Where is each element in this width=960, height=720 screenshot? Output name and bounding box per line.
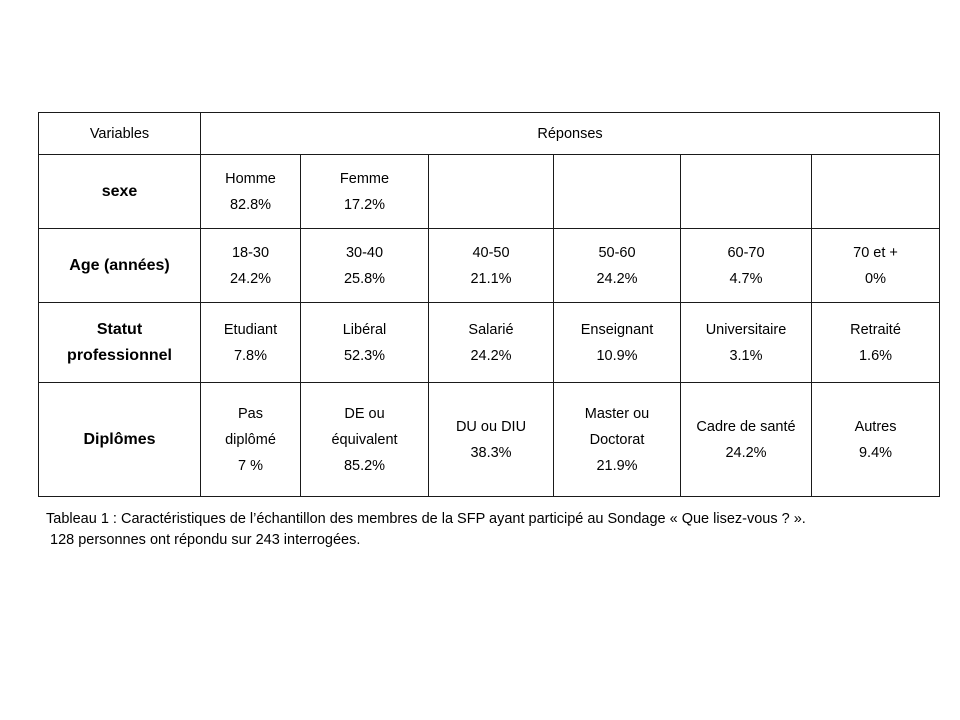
survey-sample-table [38, 112, 940, 497]
table-cell [429, 229, 554, 303]
cell-text: 50-60 [598, 244, 636, 261]
cell-text: 1.6% [858, 347, 893, 364]
table-row [39, 303, 940, 383]
table-cell [201, 155, 301, 229]
table-cell [681, 383, 812, 497]
cell-text: Enseignant [580, 321, 654, 338]
table-cell [201, 303, 301, 383]
row-label [39, 229, 201, 303]
table-cell [554, 383, 681, 497]
cell-text: 10.9% [596, 347, 638, 364]
cell-text: diplômé [225, 431, 276, 448]
cell-text: 25.8% [343, 270, 386, 287]
table-cell [201, 383, 301, 497]
cell-text: équivalent [331, 431, 398, 448]
row-label [39, 383, 201, 497]
cell-text: 17.2% [343, 196, 386, 213]
cell-text: Doctorat [589, 431, 645, 448]
table-cell [301, 155, 429, 229]
cell-text: 0% [865, 270, 886, 287]
caption-line-1: Tableau 1 : Caractéristiques de l’échantillon des membres de la SFP ayant participé au Sondage « Que lisez-vous ? ». [46, 511, 806, 527]
cell-text: 82.8% [229, 196, 272, 213]
caption-line-2: 128 personnes ont répondu sur 243 interrogées. [50, 532, 361, 548]
row-label-text: sexe [101, 182, 138, 200]
cell-text: Homme [225, 170, 276, 187]
header-variables: Variables [39, 113, 201, 155]
table-cell [429, 155, 554, 229]
cell-text: 3.1% [729, 347, 763, 364]
cell-text: 18-30 [231, 244, 270, 261]
cell-text: 38.3% [470, 444, 512, 461]
cell-text: DE ou [344, 405, 385, 422]
row-label-text: professionnel [67, 346, 172, 364]
cell-text: 24.2% [725, 444, 767, 461]
row-label [39, 155, 201, 229]
cell-text: Etudiant [223, 321, 278, 338]
table-cell [812, 155, 940, 229]
cell-text: Universitaire [705, 321, 787, 338]
cell-text: 9.4% [858, 444, 893, 461]
header-reponses: Réponses [201, 113, 940, 155]
table-row [39, 155, 940, 229]
table-cell [301, 383, 429, 497]
cell-text: Libéral [342, 321, 387, 338]
cell-text: 52.3% [343, 347, 386, 364]
table-cell [812, 383, 940, 497]
table-cell [429, 383, 554, 497]
cell-text: 70 et + [853, 244, 898, 261]
cell-text: 24.2% [470, 347, 512, 364]
row-label-text: Age (années) [69, 256, 170, 274]
table-header-row [39, 113, 940, 155]
row-label-text: Statut [96, 320, 143, 338]
cell-text: 85.2% [343, 457, 386, 474]
cell-text: 21.1% [470, 270, 512, 287]
row-label-text: Diplômes [83, 430, 156, 448]
cell-text: 7.8% [233, 347, 268, 364]
cell-text: DU ou DIU [455, 418, 527, 435]
cell-text: Autres [854, 418, 897, 435]
cell-text: 60-70 [727, 244, 765, 261]
cell-text: 4.7% [729, 270, 763, 287]
table-cell [681, 303, 812, 383]
table-cell [301, 229, 429, 303]
table-cell [554, 229, 681, 303]
cell-text: Cadre de santé [696, 418, 796, 435]
cell-text: Salarié [468, 321, 514, 338]
cell-text: 24.2% [229, 270, 272, 287]
table-cell [301, 303, 429, 383]
cell-text: 30-40 [345, 244, 384, 261]
table-cell [681, 155, 812, 229]
cell-text: 7 % [238, 457, 263, 474]
table-row [39, 229, 940, 303]
cell-text: 24.2% [596, 270, 638, 287]
cell-text: Femme [339, 170, 390, 187]
table-caption [46, 509, 936, 551]
row-label [39, 303, 201, 383]
cell-text: Master ou [584, 405, 650, 422]
table-cell [201, 229, 301, 303]
table-cell [681, 229, 812, 303]
table-cell [554, 303, 681, 383]
cell-text: 21.9% [596, 457, 638, 474]
cell-text: Pas [238, 405, 263, 422]
table-cell [812, 303, 940, 383]
table-cell [812, 229, 940, 303]
table-cell [554, 155, 681, 229]
cell-text: Retraité [850, 321, 901, 338]
table-cell [429, 303, 554, 383]
cell-text: 40-50 [472, 244, 510, 261]
table-row [39, 383, 940, 497]
